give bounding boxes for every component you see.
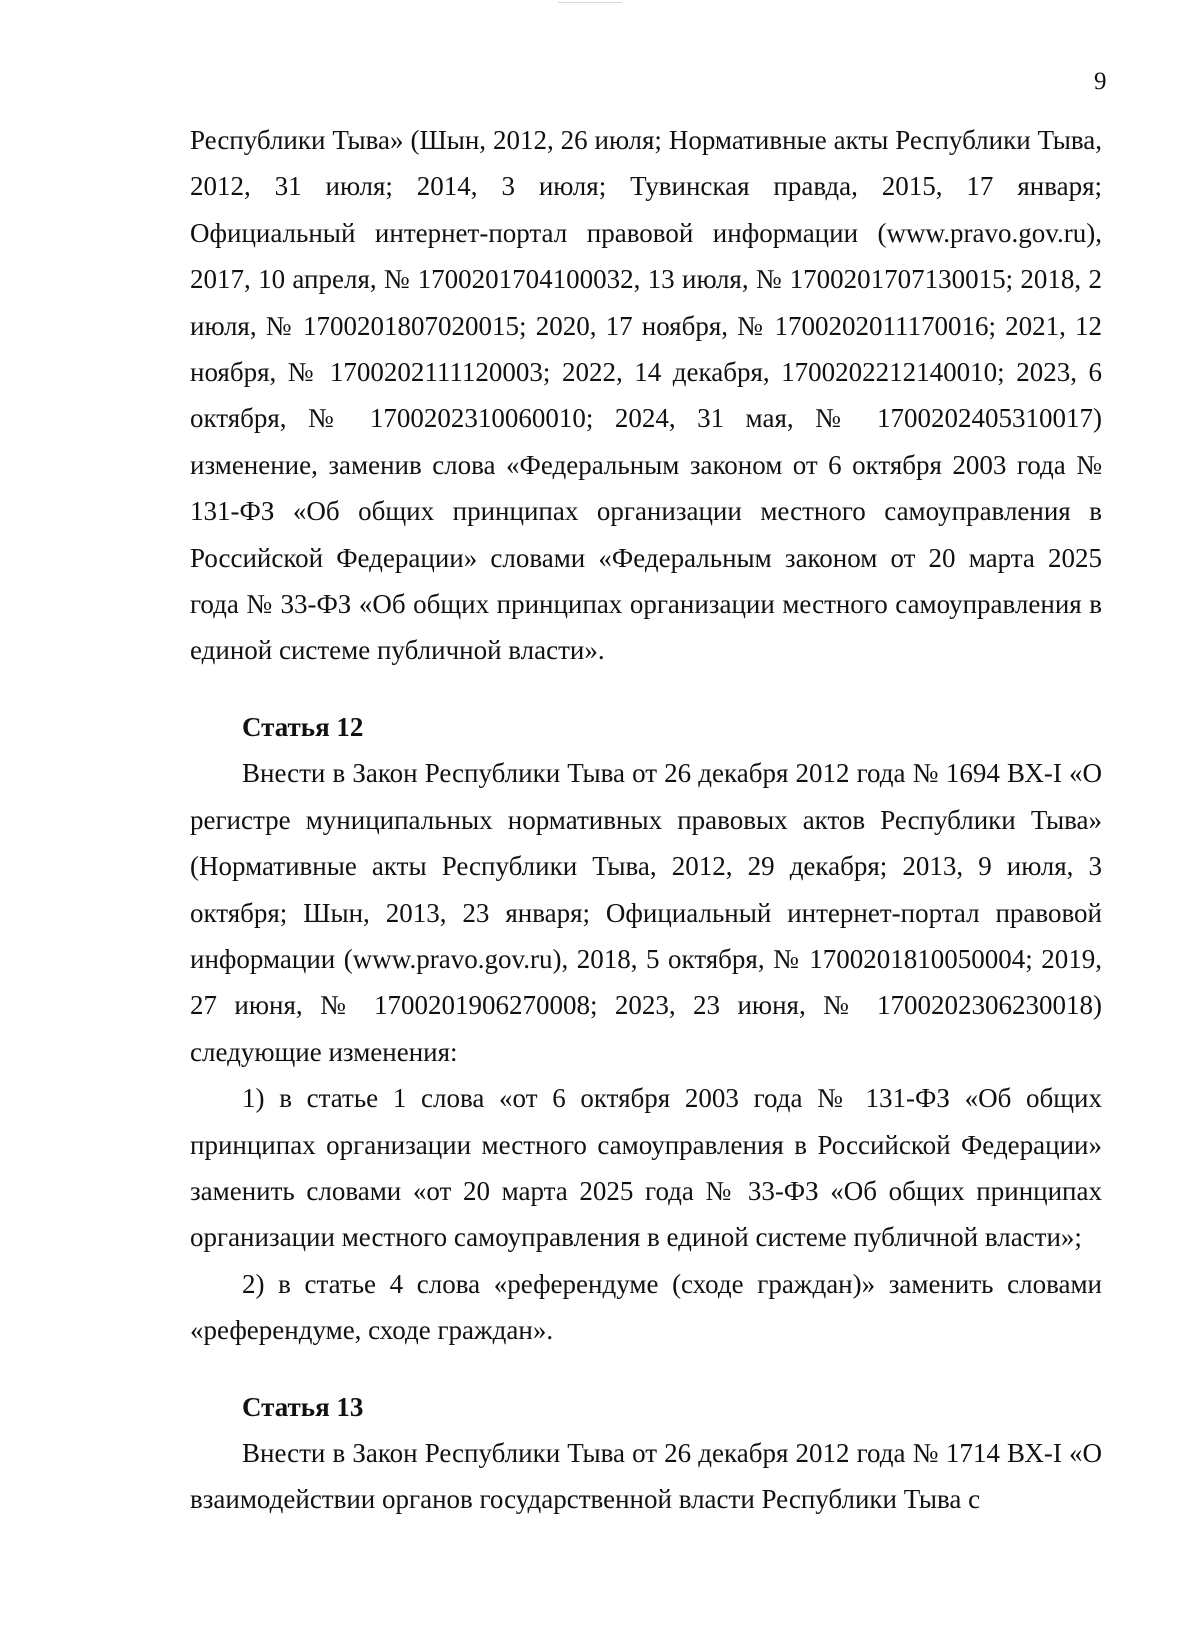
intro-paragraph: Республики Тыва» (Шын, 2012, 26 июля; Нормативные акты Республики Тыва, 2012, 31 июля; 2014, 3 июля; Тувинская правда, 2015, 17 января; Официальный интернет-портал правовой информации (www.pravo.gov.ru), 2017, 10 апреля, № 1700201704100032, 13 июля, № 1700201707130015; 2018, 2 июля, № 1700201807020015; 2020, 17 ноября, № 1700202011170016; 2021, 12 ноября, № 1700202111120003; 2022, 14 декабря, 1700202212140010; 2023, 6 октября, № 1700202310060010; 2024, 31 мая, № 1700202405310017) изменение, заменив слова «Федеральным законом от 6 октября 2003 года № 131-ФЗ «Об общих принципах организации местного самоуправления в Российской Федерации» словами «Федеральным законом от 20 марта 2025 года № 33-ФЗ «Об общих принципах организации местного самоуправления в единой системе публичной власти». — [190, 125, 1102, 666]
article-12-intro: Внести в Закон Республики Тыва от 26 декабря 2012 года № 1694 ВХ-I «О регистре муниципальных нормативных правовых актов Республики Тыва» (Нормативные акты Республики Тыва, 2012, 29 декабря; 2013, 9 июля, 3 октября; Шын, 2013, 23 января; Официальный интернет-портал правовой информации (www.pravo.gov.ru), 2018, 5 октября, № 1700201810050004; 2019, 27 июня, № 1700201906270008; 2023, 23 июня, № 1700202306230018) следующие изменения: — [190, 758, 1102, 1067]
article-12-title: Статья 12 — [242, 711, 364, 742]
article-12-item-1: 1) в статье 1 слова «от 6 октября 2003 года № 131-ФЗ «Об общих принципах организации местного самоуправления в Российской Федерации» заменить словами «от 20 марта 2025 года № 33-ФЗ «Об общих принципах организации местного самоуправления в единой системе публичной власти»; — [190, 1083, 1102, 1253]
article-12-item-2: 2) в статье 4 слова «референдуме (сходе граждан)» заменить словами «референдуме, сходе граждан». — [190, 1268, 1102, 1346]
article-13-intro: Внести в Закон Республики Тыва от 26 декабря 2012 года № 1714 ВХ-I «О взаимодействии органов государственной власти Республики Тыва с — [190, 1437, 1102, 1515]
document-body — [190, 117, 1102, 1523]
page-number: 9 — [1094, 68, 1107, 95]
article-13-title: Статья 13 — [242, 1391, 364, 1422]
scan-artifact — [558, 2, 622, 3]
